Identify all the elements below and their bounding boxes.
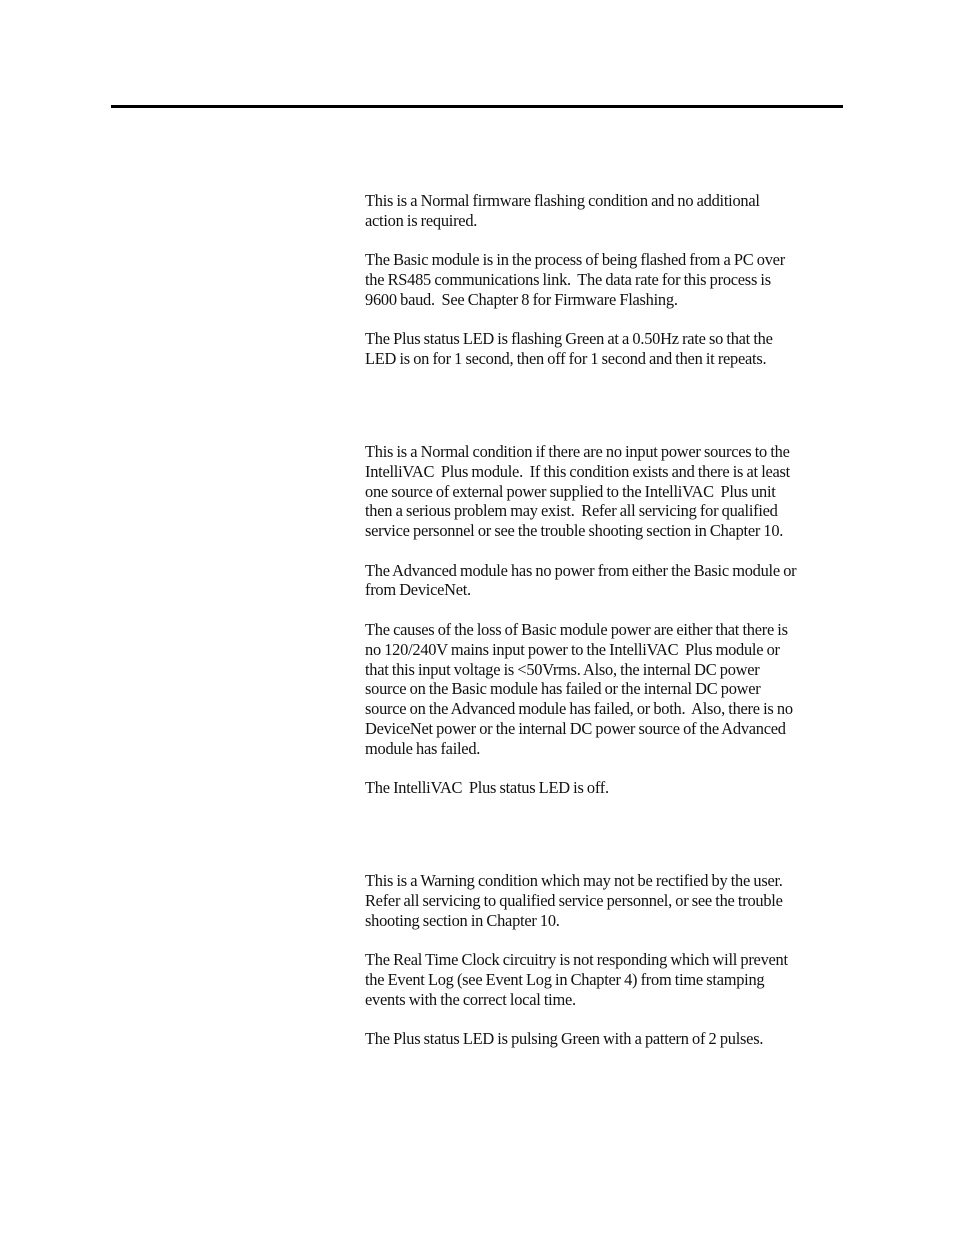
- paragraph: The Basic module is in the process of being flashed from a PC over the RS485 communications link. The data rate for this process is 9600 baud. See Chapter 8 for Firmware Flashing.: [365, 250, 785, 309]
- section-real-time-clock: [365, 871, 845, 1049]
- paragraph: The IntelliVAC Plus status LED is off.: [365, 778, 609, 798]
- section-firmware-flashing: [365, 191, 845, 369]
- paragraph: The Plus status LED is pulsing Green with a pattern of 2 pulses.: [365, 1029, 764, 1049]
- document-body: [365, 191, 845, 1049]
- section-no-power: [365, 442, 845, 798]
- paragraph: The Real Time Clock circuitry is not responding which will prevent the Event Log (see Event Log in Chapter 4) from time stamping events with the correct local time.: [365, 950, 788, 1009]
- paragraph: The Plus status LED is flashing Green at a 0.50Hz rate so that the LED is on for 1 second, then off for 1 second and then it repeats.: [365, 329, 773, 369]
- paragraph: The causes of the loss of Basic module power are either that there is no 120/240V mains input power to the IntelliVAC Plus module or that this input voltage is <50Vrms. Also, the internal DC power source on the Basic module has failed or the internal DC power source on the Advanced module has failed, or both. Also, there is no DeviceNet power or the internal DC power source of the Advanced module has failed.: [365, 619, 793, 758]
- header-rule: [111, 105, 843, 108]
- paragraph: This is a Normal firmware flashing condition and no additional action is required.: [365, 191, 760, 230]
- paragraph: This is a Normal condition if there are no input power sources to the IntelliVAC Plus module. If this condition exists and there is at least one source of external power supplied to the IntelliVAC Plus unit then a serious problem may exist. Refer all servicing for qualified service personnel or see the trouble shooting section in Chapter 10.: [365, 441, 790, 541]
- paragraph: The Advanced module has no power from either the Basic module or from DeviceNet.: [365, 560, 797, 600]
- paragraph: This is a Warning condition which may not be rectified by the user. Refer all servicing to qualified service personnel, or see the trouble shooting section in Chapter 10.: [365, 871, 783, 930]
